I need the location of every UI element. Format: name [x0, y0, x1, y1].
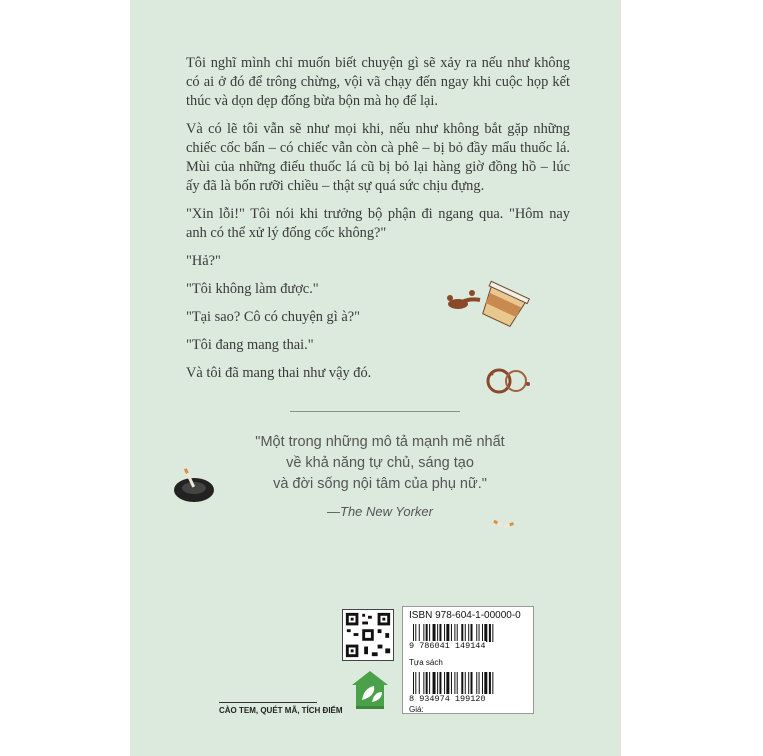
quote-source: —The New Yorker — [327, 504, 433, 519]
barcode-bar — [419, 624, 420, 642]
spilled-coffee-cup-icon — [440, 280, 532, 332]
barcode-bar — [465, 624, 466, 642]
barcode-bar — [451, 672, 452, 694]
story-paragraph: Tôi nghĩ mình chỉ muốn biết chuyện gì sẽ xảy ra nếu như không có ai ở đó để trông chừng, vội vã chạy đến ngay khi cuộc họp kết thúc và dọn dẹp đống bừa bộn mà họ để lại. — [186, 55, 570, 109]
barcode-bar — [451, 624, 452, 642]
quote-line: "Một trong những mô tả mạnh mẽ nhất — [255, 434, 505, 450]
barcode-bar — [423, 624, 424, 642]
barcode-bar — [471, 624, 473, 642]
barcode-bar — [461, 672, 463, 694]
barcode-bar — [461, 624, 463, 642]
barcode-bar — [437, 672, 438, 694]
quote-line: về khả năng tự chủ, sáng tạo — [286, 455, 474, 471]
story-paragraph: Và có lẽ tôi vẫn sẽ như mọi khi, nếu như không bắt gặp những chiếc cốc bẩn – có chiếc vẫn còn cà phê – bị bỏ đầy mẩu thuốc lá. Mùi của những điếu thuốc lá cũ bị bỏ lại hàng giờ đồng hồ – lúc ấy đã là bốn rưỡi chiều – thật sự quá sức chịu đựng. — [186, 121, 570, 194]
barcode-bar — [446, 672, 449, 694]
barcode-bar — [465, 672, 466, 694]
barcode-bar — [415, 624, 416, 642]
story-paragraph: Và tôi đã mang thai như vậy đó. — [186, 365, 372, 381]
barcode-bar — [433, 672, 436, 694]
barcode-bar — [471, 672, 473, 694]
barcode-bar — [454, 672, 455, 694]
price-label: Giá: — [409, 705, 424, 714]
barcode-bar — [426, 624, 428, 642]
barcode-bar — [446, 624, 449, 642]
barcode-bar — [489, 624, 491, 642]
story-excerpt — [186, 54, 570, 392]
story-paragraph: "Xin lỗi!" Tôi nói khi trưởng bộ phận đi ngang qua. "Hôm nay anh có thể xử lý đống cốc không?" — [186, 206, 570, 241]
barcode-bar — [492, 624, 493, 642]
publisher-logo-icon — [348, 668, 392, 712]
quote-line: và đời sống nội tâm của phụ nữ." — [273, 476, 487, 492]
scratch-scan-note: CÀO TEM, QUÉT MÃ, TÍCH ĐIỂM — [219, 702, 317, 715]
barcode-bar — [492, 672, 493, 694]
barcode-bar — [457, 624, 458, 642]
barcode-bar — [457, 672, 458, 694]
barcode-bar — [454, 624, 455, 642]
ean-barcode — [413, 672, 525, 694]
barcode-bar — [484, 624, 487, 642]
barcode-bar — [479, 624, 480, 642]
barcode-bar — [468, 624, 469, 642]
isbn-barcode — [413, 624, 525, 642]
barcode-bar — [419, 672, 420, 694]
isbn-label: ISBN 978-604-1-00000-0 — [409, 610, 521, 621]
isbn-digits: 9 786041 149144 — [409, 641, 486, 651]
barcode-bar — [482, 672, 483, 694]
cigarette-butts-icon — [490, 514, 518, 534]
book-title-label: Tựa sách — [409, 658, 443, 667]
ean-digits: 8 934974 199120 — [409, 694, 486, 704]
story-paragraph: "Tôi đang mang thai." — [186, 337, 314, 353]
coffee-ring-stain-icon — [484, 366, 538, 396]
barcode-panel — [402, 606, 534, 714]
barcode-bar — [484, 672, 487, 694]
barcode-bar — [476, 624, 477, 642]
barcode-bar — [476, 672, 477, 694]
story-paragraph: "Hả?" — [186, 253, 221, 269]
barcode-bar — [415, 672, 416, 694]
barcode-bar — [439, 672, 441, 694]
barcode-bar — [444, 672, 445, 694]
barcode-bar — [482, 624, 483, 642]
barcode-bar — [413, 624, 414, 642]
section-divider — [290, 411, 460, 412]
qr-code-icon[interactable] — [342, 609, 394, 661]
barcode-bar — [468, 672, 469, 694]
story-paragraph: "Tại sao? Cô có chuyện gì à?" — [186, 309, 360, 325]
barcode-bar — [423, 672, 424, 694]
barcode-bar — [479, 672, 480, 694]
barcode-bar — [437, 624, 438, 642]
barcode-bar — [426, 672, 428, 694]
barcode-bar — [439, 624, 441, 642]
barcode-bar — [429, 672, 430, 694]
barcode-bar — [489, 672, 491, 694]
barcode-bar — [433, 624, 436, 642]
story-paragraph: "Tôi không làm được." — [186, 281, 319, 297]
barcode-bar — [429, 624, 430, 642]
barcode-bar — [413, 672, 414, 694]
barcode-bar — [444, 624, 445, 642]
review-quote — [200, 432, 560, 495]
